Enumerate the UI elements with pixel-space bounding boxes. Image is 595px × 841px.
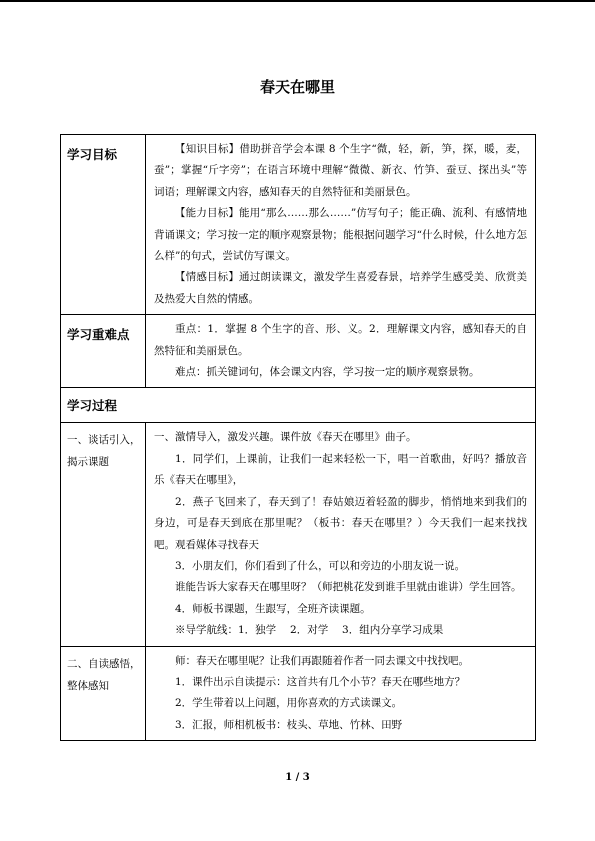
row-goals (61, 135, 536, 315)
step1-item-4: 谁能告诉大家春天在哪里呀？（师把桃花发到谁手里就由谁讲）学生回答。 (175, 581, 522, 594)
goals-content (146, 135, 536, 315)
step1-item-2: 2．燕子飞回来了，春天到了！春姑娘迈着轻盈的脚步，悄悄地来到我们的身边，可是春天到底在那里呢？（板书：春天在哪里？）今天我们一起来找找吧。观看媒体寻找春天 (154, 495, 527, 551)
step2-content (146, 646, 536, 741)
keypoint-focus: 重点：1．掌握 8 个生字的音、形、义。2．理解课文内容，感知春天的自然特征和美丽景色。 (154, 323, 527, 357)
step2-item-4: 3．汇报，师相机板书：枝头、草地、竹林、田野 (175, 718, 403, 731)
page-number: 1 / 3 (285, 772, 310, 783)
step2-item-1: 师：春天在哪里呢？让我们再跟随着作者一同去课文中找找吧。 (175, 654, 469, 667)
step1-item-1: 1．同学们，上课前，让我们一起来轻松一下，唱一首歌曲，好吗？播放音乐《春天在哪里》， (154, 452, 527, 487)
document-title: 春天在哪里 (259, 78, 335, 96)
goal-knowledge: 【知识目标】借助拼音学会本课 8 个生字“微，轻，新，笋，探，暖，麦，蚕”；掌握“斤字旁”；在语言环境中理解“微微、新衣、竹笋、蚕豆、探出头”等词语；理解课文内容，感知春天的自然特征和美丽景色。 (154, 143, 527, 198)
step1-content (146, 423, 536, 646)
keypoints-content (146, 315, 536, 388)
step2-label: 二、自读感悟，整体感知 (61, 646, 146, 741)
step1-label: 一、谈话引入，揭示课题 (61, 423, 146, 646)
row-keypoints (61, 315, 536, 388)
row-step2 (61, 646, 536, 741)
process-heading: 学习过程 (61, 388, 536, 423)
goal-ability: 【能力目标】能用“那么……那么……”仿写句子；能正确、流利、有感情地背诵课文；学习按一定的顺序观察景物；能根据问题学习“什么时候，什么地方怎么样”的句式，尝试仿写课文。 (154, 207, 527, 263)
step1-item-5: 4．师板书课题，生跟写，全班齐读课题。 (175, 602, 371, 615)
keypoints-label: 学习重难点 (61, 315, 146, 388)
top-rule (0, 0, 595, 2)
step1-lead: 一、激情导入，激发兴趣。课件放《春天在哪里》曲子。 (154, 431, 417, 444)
lesson-plan-table (60, 134, 536, 741)
goals-label: 学习目标 (61, 135, 146, 315)
goal-emotion: 【情感目标】通过朗读课文，激发学生喜爱春景，培养学生感受美、欣赏美及热爱大自然的情感。 (154, 271, 527, 305)
step1-item-3: 3．小朋友们，你们看到了什么，可以和旁边的小朋友说一说。 (175, 559, 466, 572)
step2-item-3: 2．学生带着以上问题，用你喜欢的方式读课文。 (175, 697, 403, 710)
step1-guide: ※导学航线：1．独学 2．对学 3．组内分享学习成果 (175, 624, 444, 637)
keypoint-difficulty: 难点：抓关键词句，体会课文内容，学习按一定的顺序观察景物。 (175, 366, 480, 379)
row-step1 (61, 423, 536, 646)
row-process-heading (61, 388, 536, 423)
step2-item-2: 1．课件出示自读提示：这首共有几个小节？春天在哪些地方？ (175, 675, 466, 688)
